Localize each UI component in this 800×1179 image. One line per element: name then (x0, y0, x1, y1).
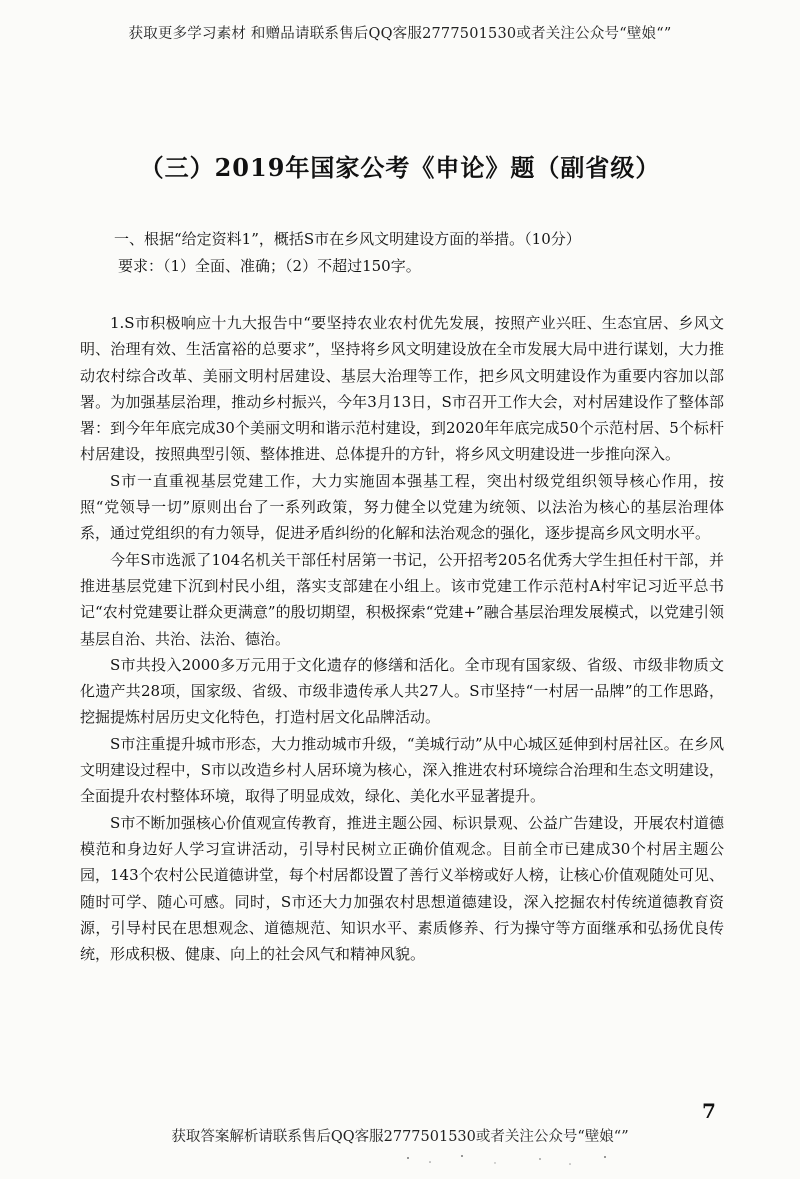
header-note: 获取更多学习素材 和赠品请联系售后QQ客服2777501530或者关注公众号“壁娘“” (128, 26, 672, 42)
paragraph: 今年S市选派了104名机关干部任村居第一书记，公开招考205名优秀大学生担任村干部，并推进基层党建下沉到村民小组，落实支部建在小组上。该市党建工作示范村A村牢记习近平总书记“农村党建要让群众更满意”的殷切期望，积极探索“党建+”融合基层治理发展模式，以党建引领基层自治、共治、法治、德治。 (80, 550, 724, 648)
scan-noise-decoration (400, 1150, 620, 1170)
question-text: 一、根据“给定资料1”，概括S市在乡风文明建设方面的举措。（10分） (114, 230, 581, 248)
paragraph: S市一直重视基层党建工作，大力实施固本强基工程，突出村级党组织领导核心作用，按照“党领导一切”原则出台了一系列政策，努力健全以党建为统领、以法治为核心的基层治理体系，通过党组织的有力领导，促进矛盾纠纷的化解和法治观念的强化，逐步提高乡风文明水平。 (80, 471, 724, 543)
material-body (80, 310, 724, 967)
paragraph: S市不断加强核心价值观宣传教育，推进主题公园、标识景观、公益广告建设，开展农村道德模范和身边好人学习宣讲活动，引导村民树立正确价值观念。目前全市已建成30个村居主题公园，143个农村公民道德讲堂，每个村居都设置了善行义举榜或好人榜，让核心价值观随处可见、随时可学、随心可感。同时，S市还大力加强农村思想道德建设，深入挖掘农村传统道德教育资源，引导村民在思想观念、道德规范、知识水平、素质修养、行为操守等方面继承和弘扬优良传统，形成积极、健康、向上的社会风气和精神风貌。 (80, 813, 724, 964)
paragraph: S市注重提升城市形态，大力推动城市升级，“美城行动”从中心城区延伸到村居社区。在乡风文明建设过程中，S市以改造乡村人居环境为核心，深入推进农村环境综合治理和生态文明建设，全面提升农村整体环境，取得了明显成效，绿化、美化水平显著提升。 (80, 734, 724, 806)
page-title: （三）2019年国家公考《申论》题（副省级） (139, 153, 661, 182)
paragraph: 1.S市积极响应十九大报告中“要坚持农业农村优先发展，按照产业兴旺、生态宜居、乡风文明、治理有效、生活富裕的总要求”，坚持将乡风文明建设放在全市发展大局中进行谋划，大力推动农村综合改革、美丽文明村居建设、基层大治理等工作，把乡风文明建设作为重要内容加以部署。为加强基层治理，推动乡村振兴，今年3月13日，S市召开工作大会，对村居建设作了整体部署：到今年年底完成30个美丽文明和谐示范村建设，到2020年年底完成50个示范村居、5个标杆村居建设，按照典型引领、整体推进、总体提升的方针，将乡风文明建设进一步推向深入。 (80, 314, 724, 464)
question-requirements: 要求：（1）全面、准确；（2）不超过150字。 (118, 257, 421, 275)
question-block (114, 226, 754, 280)
page-number: 7 (702, 1099, 716, 1123)
paragraph: S市共投入2000多万元用于文化遗存的修缮和活化。全市现有国家级、省级、市级非物质文化遗产共28项，国家级、省级、市级非遗传承人共27人。S市坚持“一村居一品牌”的工作思路，挖掘提炼村居历史文化特色，打造村居文化品牌活动。 (80, 655, 724, 727)
footer-note: 获取答案解析请联系售后QQ客服2777501530或者关注公众号“壁娘“” (171, 1129, 629, 1145)
